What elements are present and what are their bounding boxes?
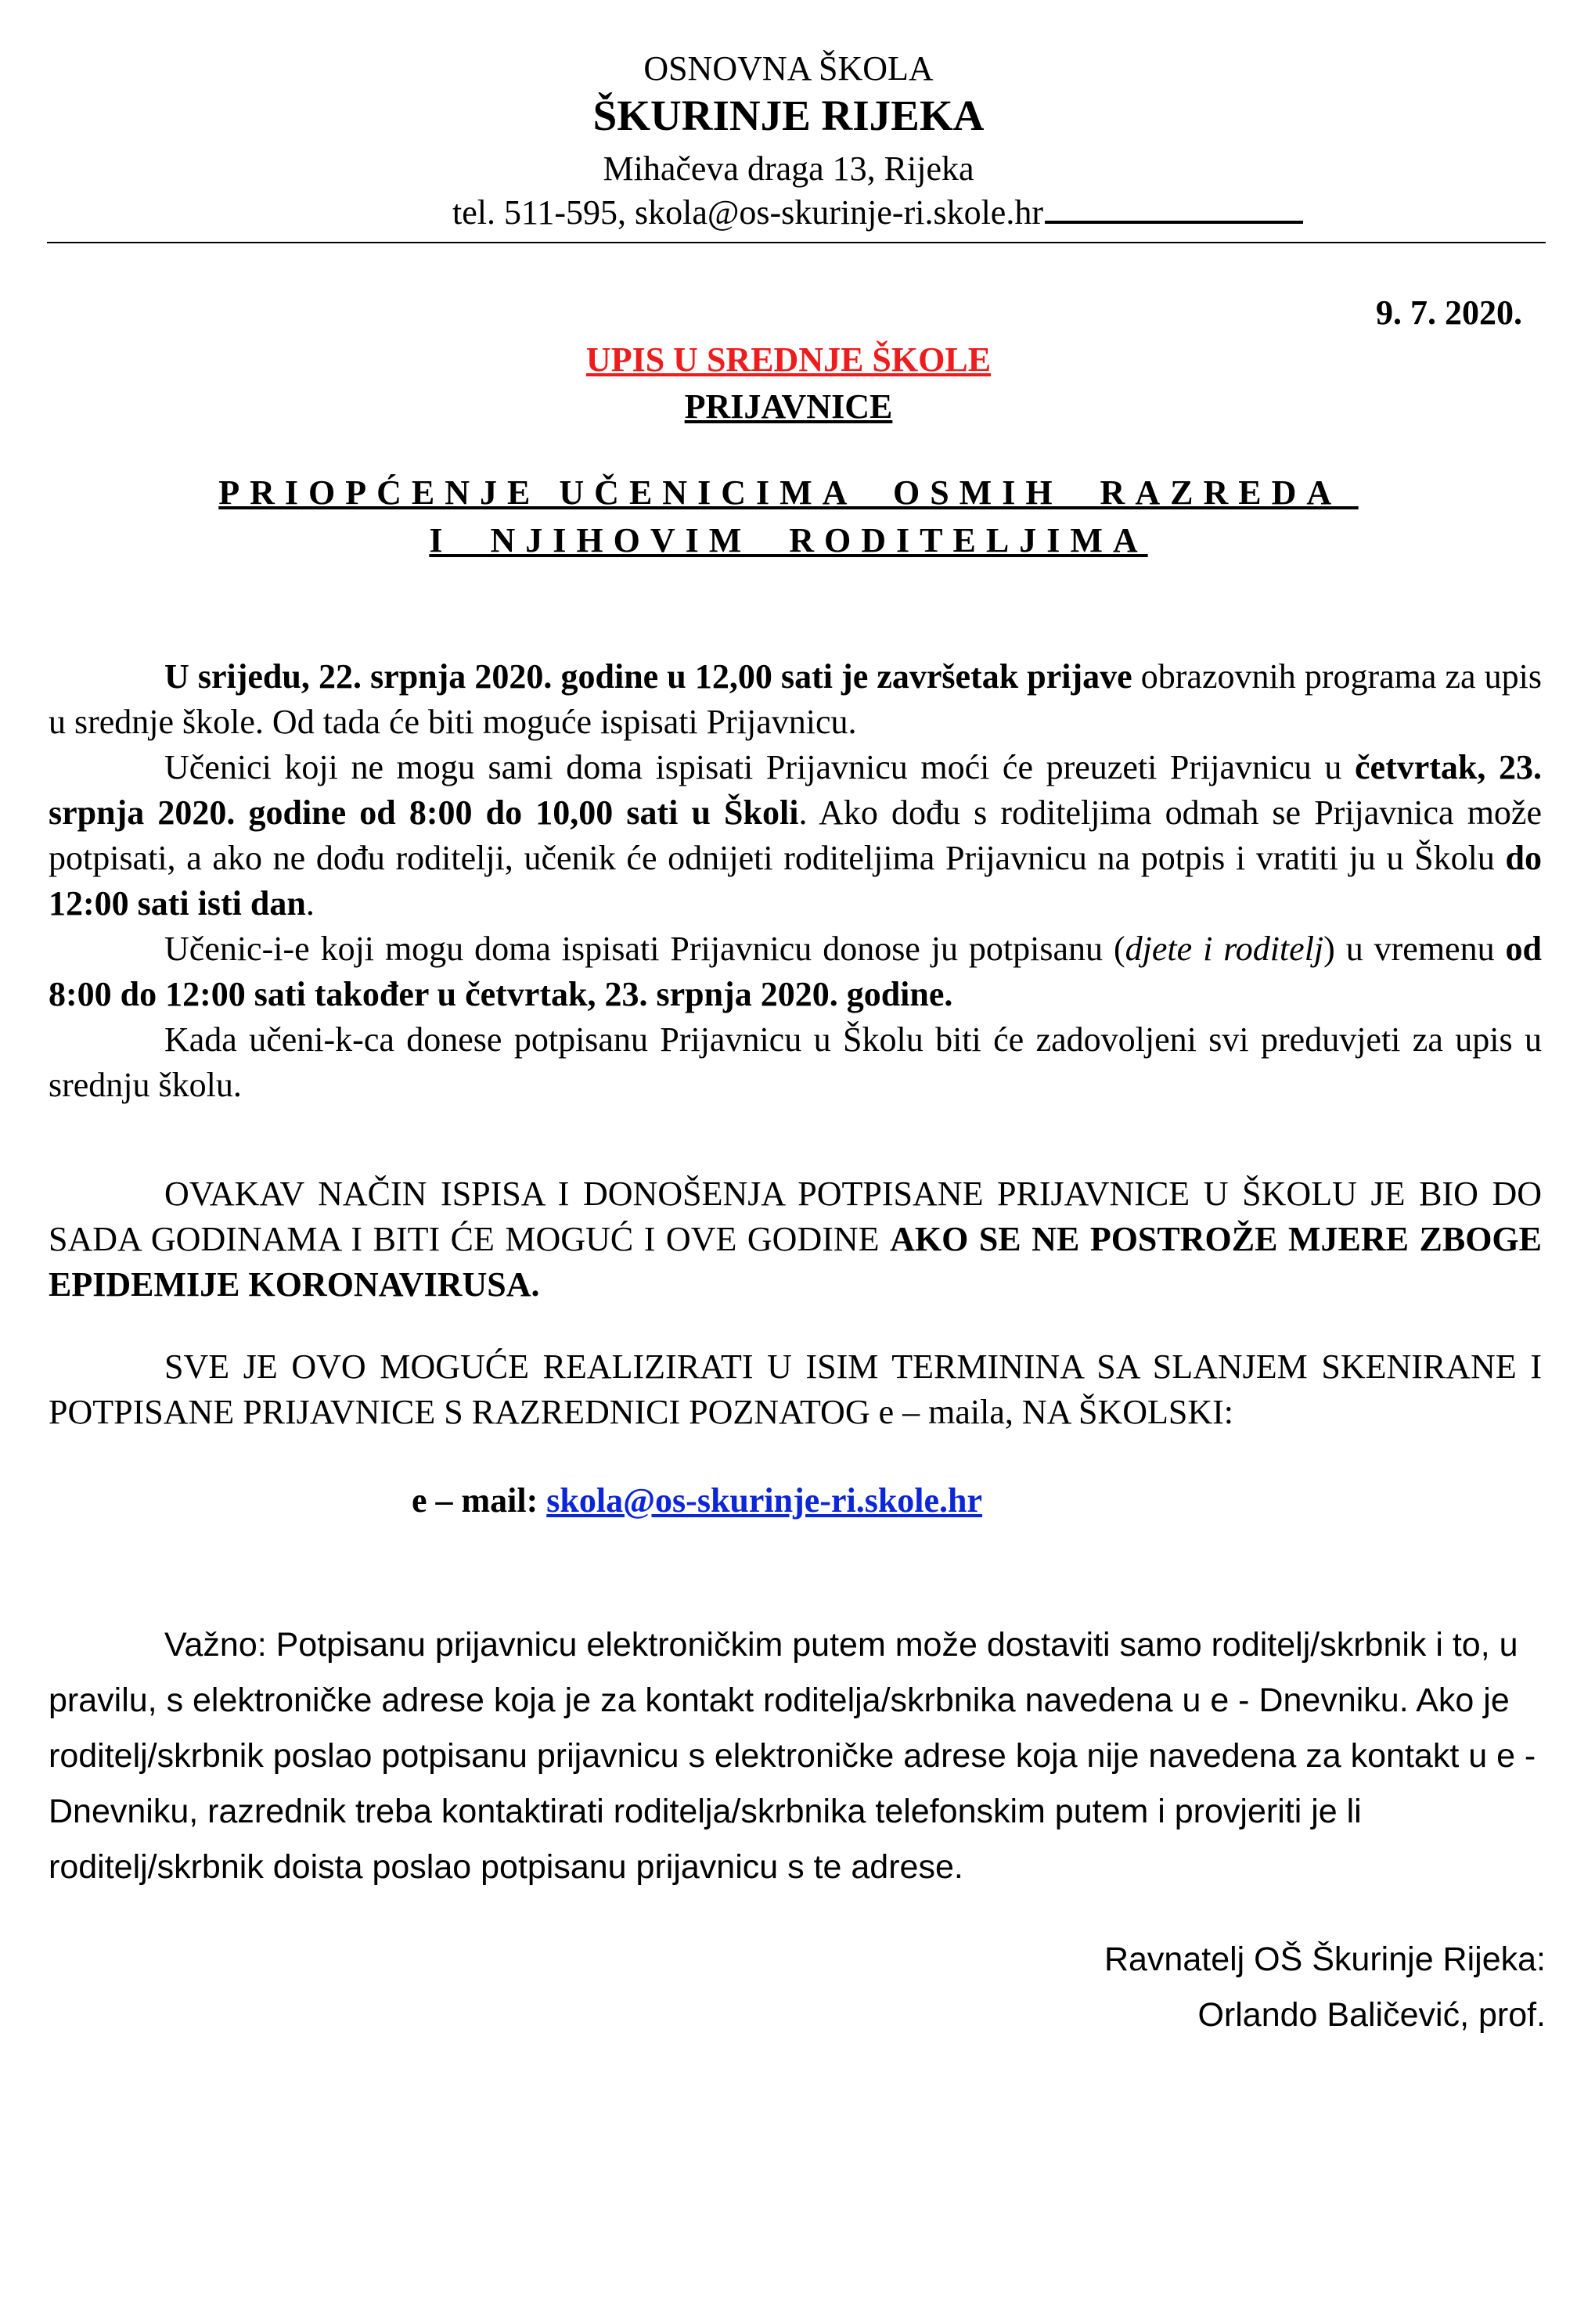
notice-block (49, 1171, 1542, 1308)
contact-underline-rule (1045, 221, 1303, 224)
email-link[interactable]: skola@os-skurinje-ri.skole.hr (546, 1481, 983, 1520)
paragraph-2-text-2: . Ako dođu s roditeljima odmah se Prijavnica može potpisati, a ako ne dođu roditelji, učenik će odnijeti roditeljima Prijavnicu na potpis i vratiti ju u Školu (49, 793, 1542, 877)
paragraph-3-italic: djete i roditelj (1125, 930, 1324, 968)
announcement-title-line-2: I NJIHOVIM RODITELJIMA (429, 521, 1148, 559)
paragraph-2-text-3: . (305, 884, 315, 923)
paragraph-5-text: OVAKAV NAČIN ISPISA I DONOŠENJA POTPISANE PRIJAVNICE U ŠKOLU JE BIO DO SADA GODINAMA I BITI ĆE MOGUĆ I OVE GODINE (49, 1175, 1542, 1258)
signature-title: Ravnatelj OŠ Škurinje Rijeka: (1104, 1941, 1546, 1978)
paragraph-2-bold-1: četvrtak, 23. srpnja 2020. godine od 8:00 do 10,00 sati u Školi (49, 748, 1542, 832)
sub-title: PRIJAVNICE (684, 387, 893, 426)
school-contact: tel. 511-595, skola@os-skurinje-ri.skole.hr (452, 193, 1043, 232)
important-note (49, 1617, 1546, 1895)
paragraph-3-text-2: ) u vremenu (1323, 930, 1506, 968)
signature-name: Orlando Baličević, prof. (1197, 1996, 1546, 2034)
school-address: Mihačeva draga 13, Rijeka (603, 149, 974, 188)
paragraph-1-bold: U srijedu, 22. srpnja 2020. godine u 12,00 sati je završetak prijave (164, 657, 1132, 696)
school-name: ŠKURINJE RIJEKA (592, 92, 985, 139)
paragraph-2-text-1: Učenici koji ne mogu sami doma ispisati Prijavnicu moći će preuzeti Prijavnicu u (164, 748, 1356, 786)
paragraph-covid-notice (49, 1171, 1542, 1308)
school-type: OSNOVNA ŠKOLA (643, 49, 934, 88)
paragraph-3-bold: od 8:00 do 12:00 sati također u četvrtak, 23. srpnja 2020. godine. (49, 930, 1543, 1013)
important-note-text: Važno: Potpisanu prijavnicu elektroničkim putem može dostaviti samo roditelj/skrbnik i to, u pravilu, s elektroničke adrese koja je za kontakt roditelja/skrbnika navedena u e - Dnevniku. Ako je roditelj/skrbnik poslao potpisanu prijavnicu s elektroničke adrese koja nije navedena za kontakt u e - Dnevniku, razrednik treba kontaktirati roditelja/skrbnika telefonskim putem i provjeriti je li roditelj/skrbnik doista poslao potpisanu prijavnicu s te adrese. (49, 1626, 1536, 1886)
paragraph-1-text: obrazovnih programa za upis u srednje škole. Od tada će biti moguće ispisati Prijavnicu. (49, 657, 1543, 741)
email-line (412, 1480, 982, 1520)
header-divider (47, 242, 1546, 243)
paragraph-signed-delivery (49, 926, 1542, 1017)
paragraph-5-bold: AKO SE NE POSTROŽE MJERE ZBOGE EPIDEMIJE KORONAVIRUSA. (49, 1220, 1542, 1304)
announcement-title-line-1: PRIOPĆENJE UČENICIMA OSMIH RAZREDA (218, 473, 1359, 512)
paragraph-pickup (49, 745, 1542, 926)
paragraph-3-text-1: Učenic-i-e koji mogu doma ispisati Prijavnicu donose ju potpisanu ( (164, 930, 1125, 968)
paragraph-2-bold-2: do 12:00 sati isti dan (49, 839, 1542, 923)
document-date: 9. 7. 2020. (1376, 293, 1522, 332)
paragraph-end-of-applications (49, 654, 1542, 745)
paragraph-email-option: SVE JE OVO MOGUĆE REALIZIRATI U ISIM TERMININA SA SLANJEM SKENIRANE I POTPISANE PRIJAVNICE S RAZREDNICI POZNATOG e – maila, NA ŠKOLSKI: (49, 1347, 1542, 1431)
email-option-block (49, 1344, 1542, 1435)
school-contact-line (452, 192, 1303, 232)
main-title: UPIS U SREDNJE ŠKOLE (585, 340, 992, 379)
announcement-body (49, 654, 1542, 1108)
paragraph-prerequisites: Kada učeni-k-ca donese potpisanu Prijavnicu u Školu biti će zadovoljeni svi preduvjeti za upis u srednju školu. (49, 1020, 1542, 1104)
email-label: e – mail: (412, 1481, 547, 1520)
